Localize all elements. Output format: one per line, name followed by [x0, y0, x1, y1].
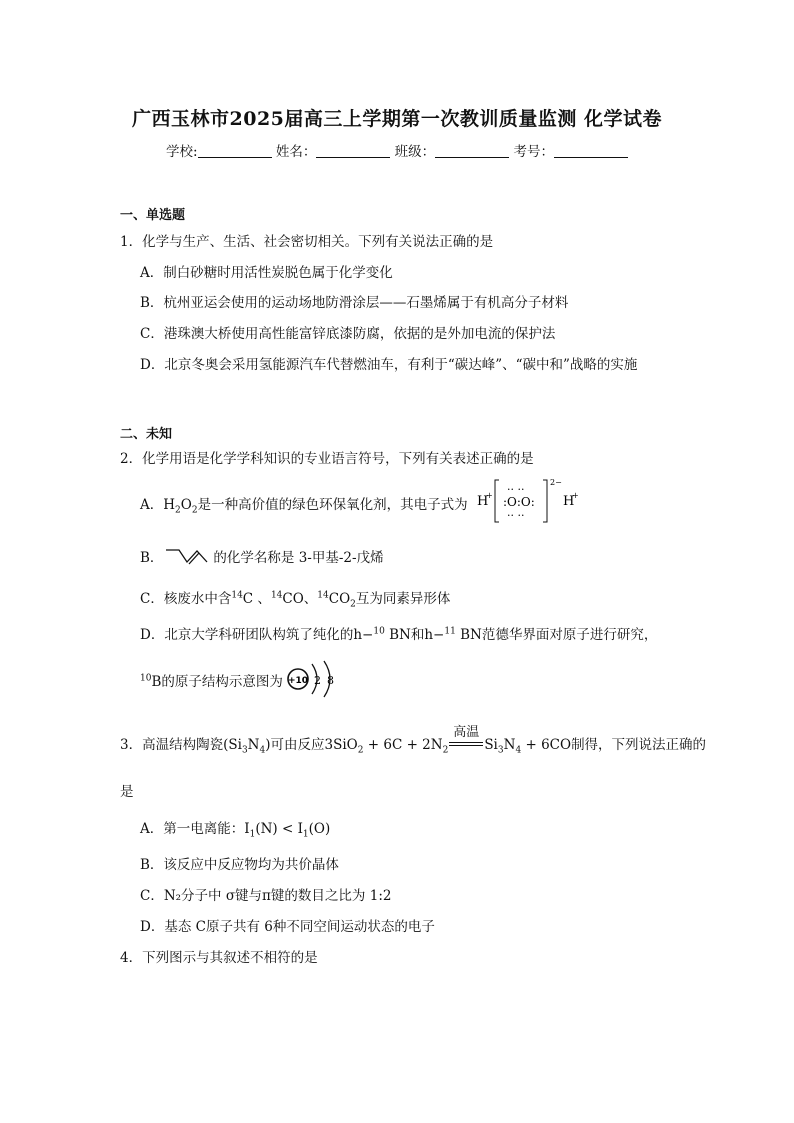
formula-h2o2: $H_2O_2$	[163, 497, 198, 516]
option-d-text-2: 范德华界面对原子进行研究，	[481, 627, 658, 643]
atomic-structure-diagram	[286, 658, 346, 698]
question-3-stem-continued: 是	[120, 784, 134, 800]
question-2-option-c: C．核废水中含$^{14}$C 、$^{14}$CO、$^{14}CO_2$互为同素异形体	[140, 590, 451, 610]
option-letter: B．	[140, 550, 164, 566]
option-d-text-1: D．北京大学科研团队构筑了纯化的	[140, 627, 354, 643]
question-2-stem: 2．化学用语是化学学科知识的专业语言符号，下列有关表述正确的是	[120, 451, 534, 467]
question-3-option-a	[140, 817, 331, 840]
option-d-line-2-text: 的原子结构示意图为	[161, 674, 283, 690]
isotope-c14: $^{14}$C	[231, 590, 254, 607]
question-2-option-a	[140, 493, 468, 516]
question-1-option-b: B．杭州亚运会使用的运动场地防滑涂层——石墨烯属于有机高分子材料	[140, 295, 569, 311]
svg-text:H: H	[563, 494, 575, 509]
stem-part-a: 3．高温结构陶瓷	[120, 737, 224, 753]
electron-count-shell-1: 2	[314, 674, 321, 687]
reaction-equation: $3SiO_2 + 6C + 2N_2$	[324, 737, 449, 756]
student-info-line	[0, 140, 794, 160]
question-2-option-d	[140, 623, 657, 643]
name-label: 姓名：	[275, 144, 317, 160]
question-1-option-c: C．港珠澳大桥使用高性能富锌底漆防腐，依据的是外加电流的保护法	[140, 326, 556, 342]
nucleus-charge: +10	[287, 676, 309, 686]
page-title: 广西玉林市2025届高三上学期第一次教训质量监测 化学试卷	[132, 108, 662, 130]
svg-text::O:O:: :O:O:	[503, 495, 535, 509]
option-c-prefix: C．核废水中含	[140, 591, 232, 607]
isotope-c14o: $^{14}$CO	[270, 590, 304, 607]
question-3-option-d: D．基态 C原子共有 6种不同空间运动状态的电子	[140, 919, 435, 935]
question-3-stem	[120, 725, 707, 756]
school-label: 学校:	[166, 144, 198, 160]
formula-si3n4: $(Si_3N_4)$	[223, 737, 271, 756]
svg-text:2−: 2−	[550, 478, 562, 487]
number-blank[interactable]	[554, 145, 628, 158]
electron-count-shell-2: 8	[327, 674, 334, 687]
number-label: 考号：	[513, 144, 554, 160]
option-c-suffix: 互为同素异形体	[355, 591, 451, 607]
option-b-text: 的化学名称是 3-甲基-2-戊烯	[213, 550, 384, 566]
name-blank[interactable]	[316, 145, 390, 158]
question-4-stem: 4．下列图示与其叙述不相符的是	[120, 950, 318, 966]
question-2-option-d-line-2	[140, 670, 283, 690]
question-2-option-b	[140, 546, 384, 568]
skeletal-formula-icon	[163, 546, 213, 568]
question-1-option-d: D．北京冬奥会采用氢能源汽车代替燃油车，有利于“碳达峰”、“碳中和”战略的实施	[140, 357, 638, 373]
school-blank[interactable]	[198, 145, 272, 158]
isotope-c14o2: $^{14}CO_2$	[317, 590, 356, 610]
svg-text:·· ··: ·· ··	[507, 483, 525, 496]
question-3-option-c: C．N₂分子中 σ键与π键的数目之比为 1:2	[140, 888, 392, 904]
stem-part-c: 制得，下列说法正确的	[571, 737, 707, 753]
class-blank[interactable]	[435, 145, 509, 158]
svg-text:+: +	[486, 491, 493, 500]
option-a-text: A．第一电离能：	[140, 821, 245, 837]
stem-part-b: 可由反应	[270, 737, 325, 753]
reaction-condition: 高温	[453, 725, 480, 740]
option-a-text: 是一种高价值的绿色环保氧化剂，其电子式为	[197, 497, 468, 513]
reaction-arrow	[448, 725, 484, 753]
formula-h10bn: h−$^{10}$ BN	[353, 626, 411, 643]
option-letter: A．	[140, 497, 164, 513]
ionization-energy-expression: $I_1(N) < I_1(O)$	[244, 821, 331, 840]
section-heading-single-choice: 一、单选题	[120, 208, 186, 223]
isotope-b10: $^{10}$B	[140, 673, 162, 690]
option-d-and: 和	[410, 627, 425, 643]
svg-text:H: H	[477, 494, 489, 509]
section-heading-unknown: 二、未知	[120, 427, 173, 442]
formula-h11bn: h−$^{11}$ BN	[424, 626, 482, 643]
svg-text:+: +	[572, 491, 579, 500]
reaction-products: $Si_3N_4 + 6CO$	[484, 737, 572, 756]
lewis-structure-diagram	[475, 472, 595, 528]
question-3-option-b: B．该反应中反应物均为共价晶体	[140, 857, 339, 873]
question-1-option-a: A．制白砂糖时用活性炭脱色属于化学变化	[140, 265, 393, 281]
question-1-stem: 1．化学与生产、生活、社会密切相关。下列有关说法正确的是	[120, 234, 494, 250]
svg-text:·· ··: ·· ··	[507, 509, 525, 522]
class-label: 班级：	[394, 144, 436, 160]
